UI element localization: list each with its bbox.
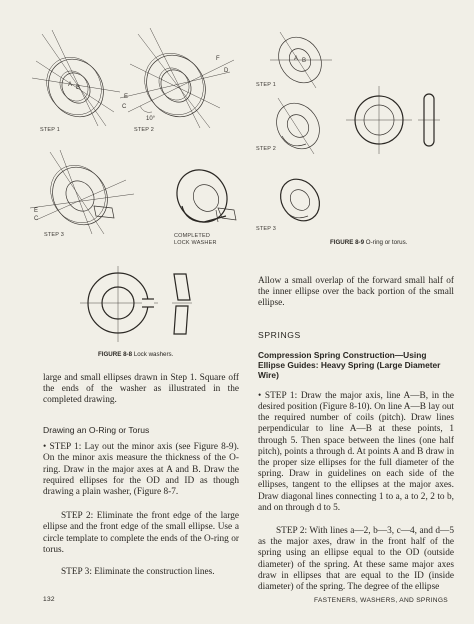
point-label-c-step3: C <box>34 216 39 222</box>
oring-step1: • STEP 1: Lay out the minor axis (see Figure 8-9). On the minor axis measure the thickness of the O-ring. Draw in the major axes at A and B. Draw the required ellipses for the OD and ID as though drawing a plain washer, (Figure 8-7. <box>43 442 239 497</box>
left-column <box>43 373 239 578</box>
page-number: 132 <box>43 596 55 603</box>
right-para-1: Allow a small overlap of the forward small half of the inner ellipse over the back portion of the small ellipse. <box>258 276 454 309</box>
figure-8-9-step1-label: STEP 1 <box>256 82 277 88</box>
point-label-a: A <box>68 82 73 88</box>
figure-8-9-orthographic-views <box>346 84 446 156</box>
figure-8-8-step3-label: STEP 3 <box>44 232 65 238</box>
oring-label-b: B <box>302 58 307 64</box>
completed-label-line2: LOCK WASHER <box>174 240 217 246</box>
figure-8-9-caption-number: FIGURE 8-9 <box>330 239 365 246</box>
figure-8-9-caption-text: O-ring or torus. <box>365 239 408 246</box>
figure-8-8-step2-drawing <box>120 24 240 134</box>
completed-lock-washer-drawing <box>168 166 243 231</box>
spring-step1: • STEP 1: Draw the major axis, line A—B, in the desired position (Figure 8-10). On line A—B lay out the required number of coils (pitch). Draw lines perpendicular to line A—B at these points, 1 through 5. Then space between the lines (one half pitch), points a through d. At points A and B draw in the proper size ellipses for the full diameter of the spring. Draw in guidelines on each side of the ellipses, tangent to the ellipses at the major axes. Draw diagonal lines connecting 1 to a, a to 2, 2 to b, and on through d to 5. <box>258 390 454 513</box>
oring-heading: Drawing an O-Ring or Torus <box>43 424 150 435</box>
figure-8-8-step2-label: STEP 2 <box>134 127 155 133</box>
step2-angle-label: 10° <box>146 116 156 122</box>
springs-section-title: SPRINGS <box>258 329 301 340</box>
figure-8-8-caption-number: FIGURE 8-8 <box>98 351 133 358</box>
point-label-d: D <box>224 68 229 74</box>
point-label-b: B <box>76 85 81 91</box>
point-label-f: F <box>216 56 220 62</box>
running-title: FASTENERS, WASHERS, AND SPRINGS <box>314 597 448 604</box>
figure-8-8-step3-drawing <box>30 150 140 235</box>
completed-lock-washer-label <box>174 233 217 247</box>
completed-label-line1: COMPLETED <box>174 233 211 239</box>
oring-step2: STEP 2: Eliminate the front edge of the large ellipse and the front edge of the small ellipse. Use a circle template to complete the ends of the O-ring or torus. <box>43 511 239 555</box>
point-label-e: E <box>124 94 129 100</box>
figure-8-9-step1-drawing <box>266 30 336 90</box>
figure-8-9-step3-label: STEP 3 <box>256 226 277 232</box>
figure-8-9-step3-drawing <box>270 172 330 228</box>
figure-8-8-orthographic-views <box>80 266 210 342</box>
compression-spring-subheading: Compression Spring Construction—Using Ellipse Guides: Heavy Spring (Large Diameter Wire) <box>258 349 441 381</box>
figure-8-9-caption <box>330 239 407 246</box>
right-column <box>258 276 454 593</box>
left-para-1: large and small ellipses drawn in Step 1. Square off the ends of the washer as illustrated in the completed drawing. <box>43 373 239 406</box>
figure-8-8-step1-drawing <box>28 26 123 131</box>
point-label-e-step3: E <box>34 208 39 214</box>
spring-step2: STEP 2: With lines a—2, b—3, c—4, and d—5 as the major axes, draw in the front half of the spring using an ellipse equal to the OD (outside diameter) of the spring. At these same major axes draw in ellipses that are equal to the ID (inside diameter) of the spring. The degree of the ellipse <box>258 526 454 593</box>
figure-8-8-caption-text: Lock washers. <box>133 351 174 358</box>
oring-label-a: A <box>294 56 299 62</box>
figure-8-8-step1-label: STEP 1 <box>40 127 61 133</box>
figure-8-9-step2-label: STEP 2 <box>256 146 277 152</box>
oring-step3: STEP 3: Eliminate the construction lines. <box>61 566 215 577</box>
point-label-c: C <box>122 104 127 110</box>
figure-8-8-caption <box>98 351 173 358</box>
